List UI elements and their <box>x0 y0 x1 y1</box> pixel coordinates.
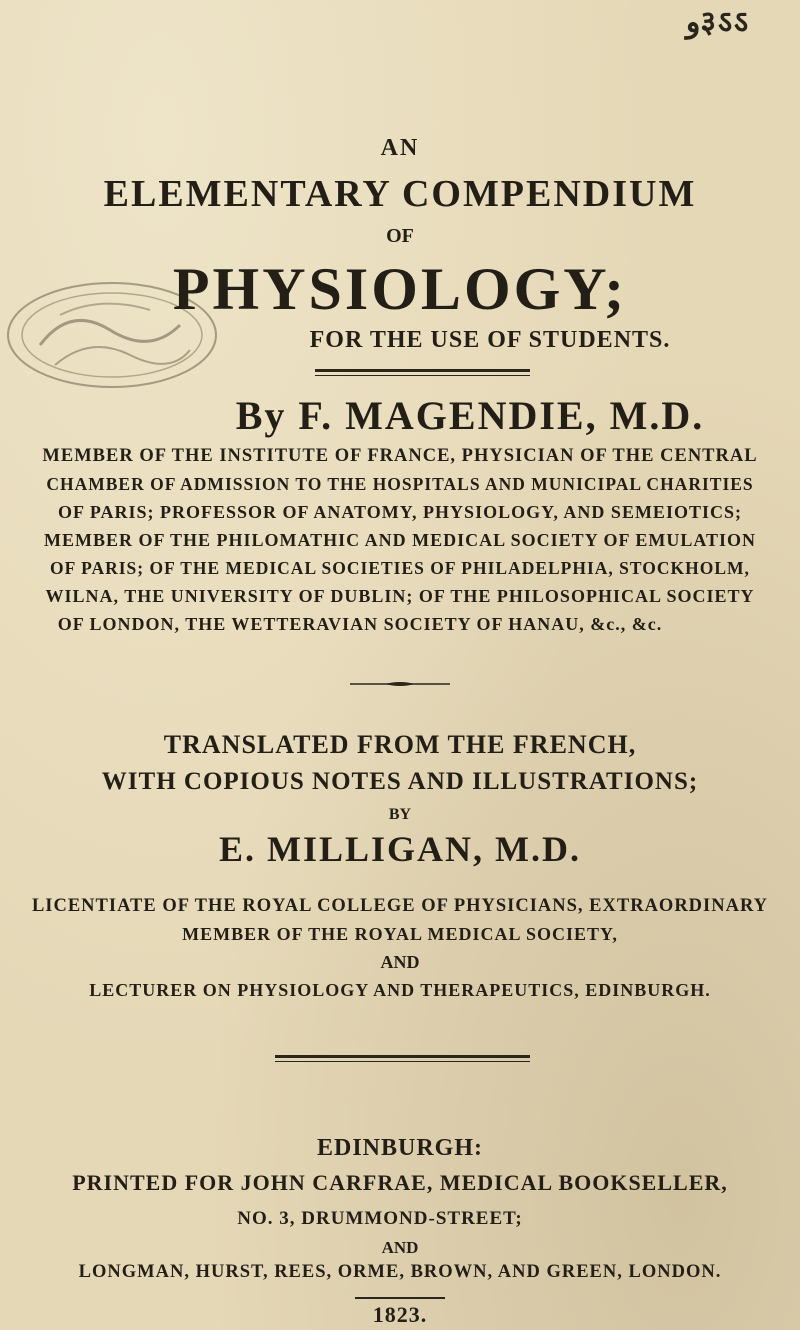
credential-line: MEMBER OF THE PHILOMATHIC AND MEDICAL SOCIETY OF EMULATION <box>43 530 757 550</box>
author-byline: By F. MAGENDIE, M.D. <box>235 393 705 438</box>
imprint-publishers: LONGMAN, HURST, REES, ORME, BROWN, AND GREEN, LONDON. <box>78 1262 722 1282</box>
credential-line: WILNA, THE UNIVERSITY OF DUBLIN; OF THE PHILOSOPHICAL SOCIETY <box>45 586 755 606</box>
credential-line: MEMBER OF THE ROYAL MEDICAL SOCIETY, <box>182 924 618 944</box>
credential-line: LECTURER ON PHYSIOLOGY AND THERAPEUTICS, EDINBURGH. <box>89 980 711 1000</box>
credential-line: CHAMBER OF ADMISSION TO THE HOSPITALS AND MUNICIPAL CHARITIES <box>46 474 754 494</box>
imprint-city: EDINBURGH: <box>316 1135 483 1161</box>
title-purpose: FOR THE USE OF STUDENTS. <box>309 327 671 353</box>
translator-name: E. MILLIGAN, M.D. <box>218 829 581 869</box>
imprint-address: NO. 3, DRUMMOND-STREET; <box>237 1208 523 1229</box>
title-main: ELEMENTARY COMPENDIUM <box>103 173 697 215</box>
translation-line1: TRANSLATED FROM THE FRENCH, <box>163 730 637 759</box>
ornament-rule-icon <box>350 680 450 688</box>
title-subject: PHYSIOLOGY; <box>172 256 628 322</box>
divider-rule <box>275 1055 530 1058</box>
imprint-year: 1823. <box>372 1302 428 1327</box>
credential-line: LICENTIATE OF THE ROYAL COLLEGE OF PHYSICIANS, EXTRAORDINARY <box>31 896 769 916</box>
credential-line: OF PARIS; OF THE MEDICAL SOCIETIES OF PHILADELPHIA, STOCKHOLM, <box>50 558 750 578</box>
translation-by: BY <box>388 806 412 823</box>
divider-rule <box>275 1061 530 1062</box>
credential-line: OF PARIS; PROFESSOR OF ANATOMY, PHYSIOLOGY, AND SEMEIOTICS; <box>58 502 742 522</box>
divider-rule <box>355 1297 445 1299</box>
translation-line2: WITH COPIOUS NOTES AND ILLUSTRATIONS; <box>101 768 699 795</box>
corner-library-mark: ﻭ३ऽऽ <box>685 6 750 39</box>
credential-line: AND <box>380 952 420 972</box>
divider-rule <box>315 369 530 372</box>
title-an: AN <box>380 135 420 161</box>
divider-rule <box>315 375 530 376</box>
imprint-and: AND <box>381 1238 419 1257</box>
title-of: OF <box>386 225 414 247</box>
imprint-printer: PRINTED FOR JOHN CARFRAE, MEDICAL BOOKSELLER, <box>72 1170 728 1195</box>
credential-line: MEMBER OF THE INSTITUTE OF FRANCE, PHYSICIAN OF THE CENTRAL <box>42 446 758 466</box>
credential-line: OF LONDON, THE WETTERAVIAN SOCIETY OF HANAU, &c., &c. <box>57 614 663 634</box>
